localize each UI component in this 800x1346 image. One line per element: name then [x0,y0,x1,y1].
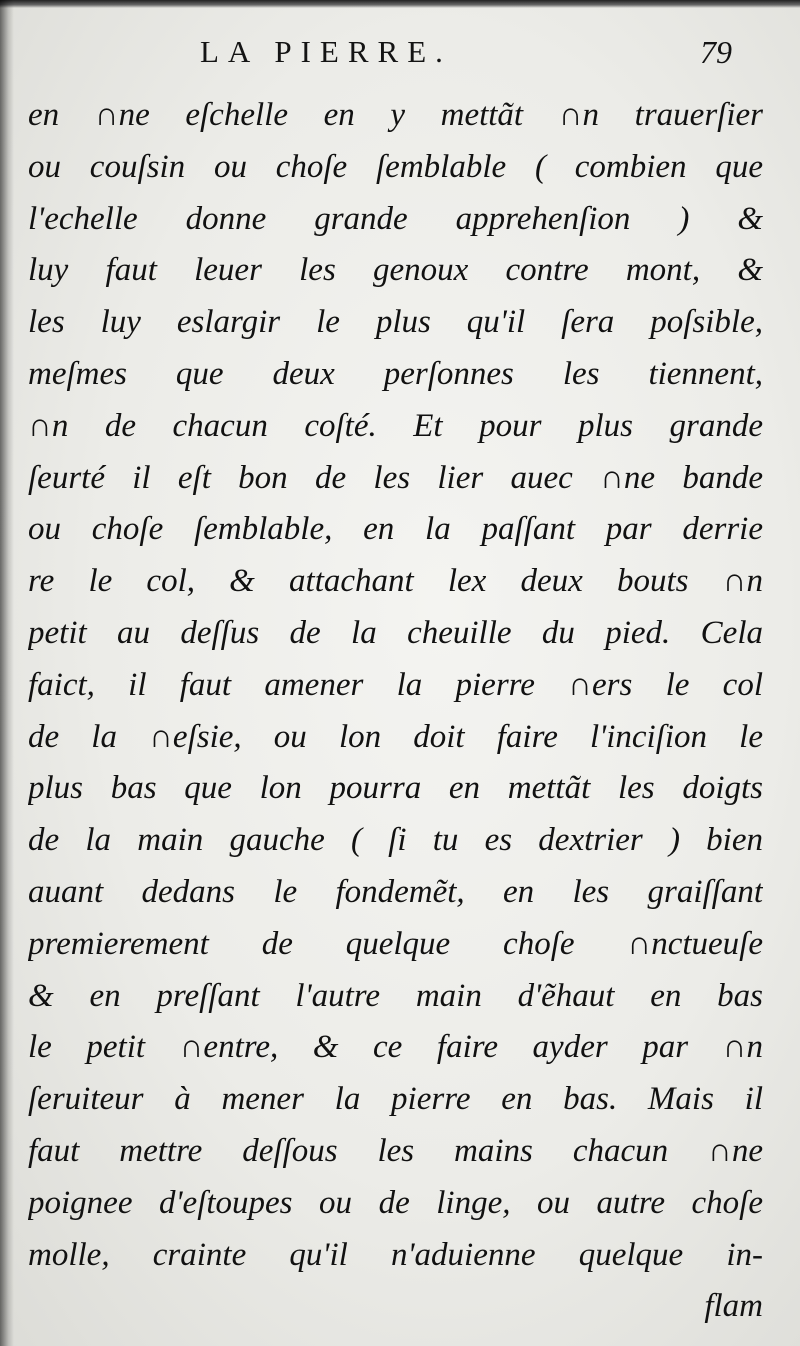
text-line: ∩n de chacun coſté. Et pour plus grande [28,407,763,444]
text-line: ou couſsin ou choſe ſemblable ( combien que [28,148,763,185]
text-line: l'echelle donne grande apprehenſion ) & [28,200,763,237]
page-gutter-shadow [0,0,14,1346]
page-number: 79 [700,34,732,70]
text-line: faut mettre deſſous les mains chacun ∩ne [28,1132,763,1169]
text-line: premierement de quelque choſe ∩nctueuſe [28,925,763,962]
text-line: molle, crainte qu'il n'aduienne quelque in- [28,1236,763,1273]
text-line: les luy eslargir le plus qu'il ſera poſsible, [28,304,763,341]
text-line: faict, il faut amener la pierre ∩ers le col [28,666,763,703]
running-head: LA PIERRE. [200,34,452,69]
text-line: ſeurté il eſt bon de les lier auec ∩ne bande [28,459,763,496]
text-line: de la main gauche ( ſi tu es dextrier ) bien [28,822,763,859]
text-line: luy faut leuer les genoux contre mont, & [28,252,763,289]
text-line: re le col, & attachant lex deux bouts ∩n [28,563,763,600]
text-line: de la ∩eſsie, ou lon doit faire l'inciſion le [28,718,763,755]
text-line: ſeruiteur à mener la pierre en bas. Mais il [28,1081,763,1118]
text-line: ou choſe ſemblable, en la paſſant par derrie [28,511,763,548]
text-line: & en preſſant l'autre main d'ẽhaut en bas [28,977,763,1014]
text-line: meſmes que deux perſonnes les tiennent, [28,355,763,392]
text-line: poignee d'eſtoupes ou de linge, ou autre choſe [28,1184,763,1221]
page-top-edge [0,0,800,8]
text-line: le petit ∩entre, & ce faire ayder par ∩n [28,1029,763,1066]
text-line: auant dedans le fondemẽt, en les graiſſant [28,873,763,910]
body-text [28,90,763,1333]
text-line: plus bas que lon pourra en mettãt les doigts [28,770,763,807]
text-line: en ∩ne eſchelle en y mettãt ∩n trauerſier [28,97,763,133]
catchword: flam [704,1288,763,1325]
text-line: petit au deſſus de la cheuille du pied. Cela [28,614,763,651]
